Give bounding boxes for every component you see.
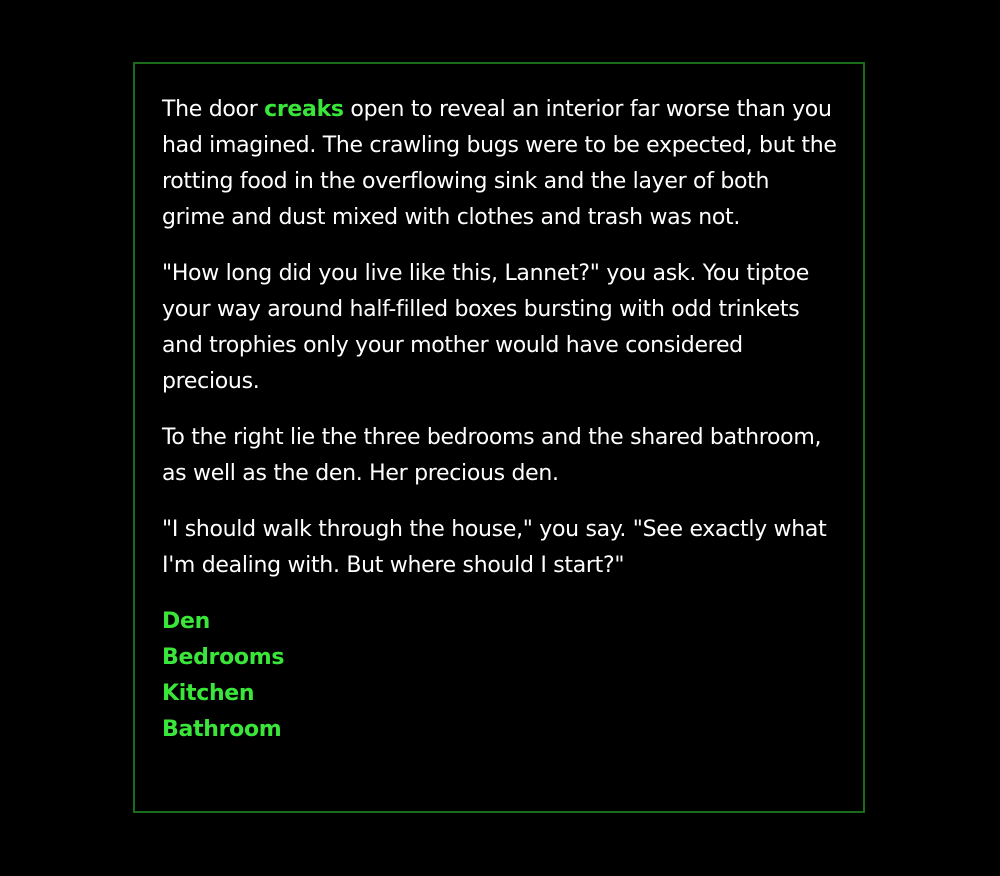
choice-link-kitchen[interactable]: Kitchen bbox=[162, 681, 255, 706]
choice-link-bedrooms[interactable]: Bedrooms bbox=[162, 645, 285, 670]
passage-paragraph-3: To the right lie the three bedrooms and the shared bathroom, as well as the den. Her precious den. bbox=[162, 425, 822, 486]
p1-text-after: open to reveal an interior far worse than you had imagined. The crawling bugs were to be expected, but the rotting food in the overflowing sink and the layer of both grime and dust mixed with clothes and trash was not. bbox=[162, 97, 837, 230]
passage-paragraph-1 bbox=[162, 92, 837, 236]
choice-link-den[interactable]: Den bbox=[162, 609, 210, 634]
choice-link-bathroom[interactable]: Bathroom bbox=[162, 717, 282, 742]
highlight-word-creaks: creaks bbox=[264, 97, 344, 122]
passage-paragraph-4: "I should walk through the house," you say. "See exactly what I'm dealing with. But where should I start?" bbox=[162, 517, 827, 578]
story-passage-box bbox=[133, 62, 865, 813]
story-text bbox=[162, 92, 837, 584]
passage-paragraph-2: "How long did you live like this, Lannet?" you ask. You tiptoe your way around half-filled boxes bursting with odd trinkets and trophies only your mother would have considered precious. bbox=[162, 261, 809, 394]
choice-list bbox=[162, 604, 837, 748]
p1-text-before: The door bbox=[162, 97, 265, 122]
